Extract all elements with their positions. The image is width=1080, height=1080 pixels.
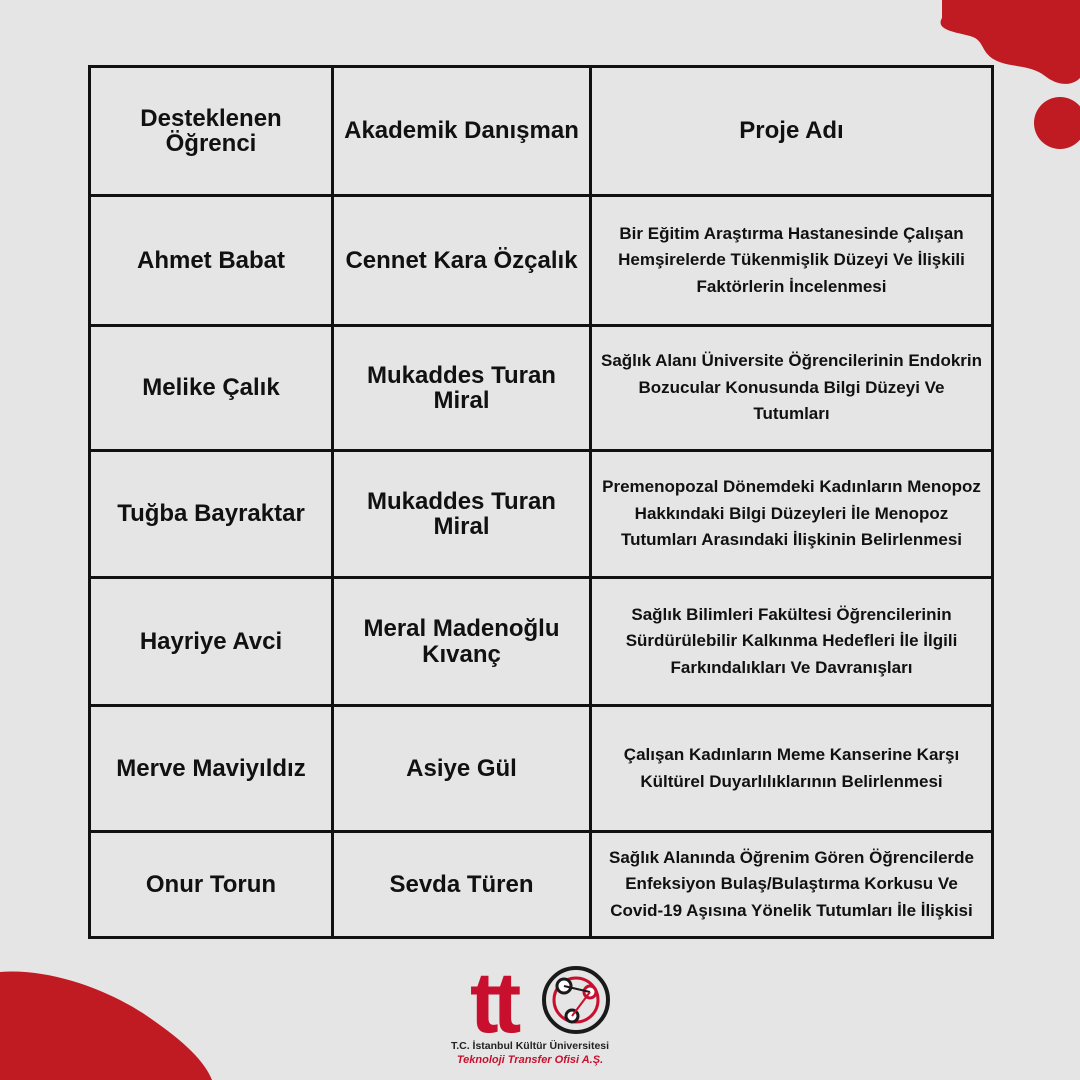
advisor-cell: Asiye Gül [333,706,591,832]
student-cell: Tuğba Bayraktar [90,451,333,578]
project-cell: Premenopozal Dönemdeki Kadınların Menopoz Hakkındaki Bilgi Düzeyleri İle Menopoz Tutumları Arasındaki İlişkinin Belirlenmesi [591,451,993,578]
projects-table-container [88,65,991,936]
project-cell: Çalışan Kadınların Meme Kanserine Karşı Kültürel Duyarlılıklarının Belirlenmesi [591,706,993,832]
student-cell: Merve Maviyıldız [90,706,333,832]
table-row [90,326,993,451]
advisor-cell: Mukaddes Turan Miral [333,451,591,578]
logo-tt-letters: tt [470,962,516,1038]
student-cell: Hayriye Avci [90,578,333,706]
logo-university-name: T.C. İstanbul Kültür Üniversitesi [450,1040,610,1052]
tto-logo [440,962,620,1072]
logo-office-name: Teknoloji Transfer Ofisi A.Ş. [456,1054,604,1066]
student-cell: Onur Torun [90,832,333,938]
tto-logo-mark [468,962,618,1038]
table-row [90,451,993,578]
header-advisor: Akademik Danışman [333,67,591,196]
network-o-icon [544,968,608,1032]
advisor-cell: Meral Madenoğlu Kıvanç [333,578,591,706]
projects-table [88,65,994,939]
table-row [90,578,993,706]
project-cell: Sağlık Bilimleri Fakültesi Öğrencilerinin Sürdürülebilir Kalkınma Hedefleri İle İlgili Farkındalıkları Ve Davranışları [591,578,993,706]
advisor-cell: Cennet Kara Özçalık [333,196,591,326]
top-right-paint-drop [1034,97,1080,149]
student-cell: Melike Çalık [90,326,333,451]
table-header-row [90,67,993,196]
advisor-cell: Sevda Türen [333,832,591,938]
project-cell: Bir Eğitim Araştırma Hastanesinde Çalışan Hemşirelerde Tükenmişlik Düzeyi Ve İlişkili Faktörlerin İncelenmesi [591,196,993,326]
bottom-left-paint-blob [0,972,212,1080]
project-cell: Sağlık Alanı Üniversite Öğrencilerinin Endokrin Bozucular Konusunda Bilgi Düzeyi Ve Tutumları [591,326,993,451]
student-cell: Ahmet Babat [90,196,333,326]
advisor-cell: Mukaddes Turan Miral [333,326,591,451]
project-cell: Sağlık Alanında Öğrenim Gören Öğrencilerde Enfeksiyon Bulaş/Bulaştırma Korkusu Ve Covid-19 Aşısına Yönelik Tutumları İle İlişkisi [591,832,993,938]
header-project: Proje Adı [591,67,993,196]
table-row [90,196,993,326]
table-row [90,706,993,832]
header-student: Desteklenen Öğrenci [90,67,333,196]
table-row [90,832,993,938]
